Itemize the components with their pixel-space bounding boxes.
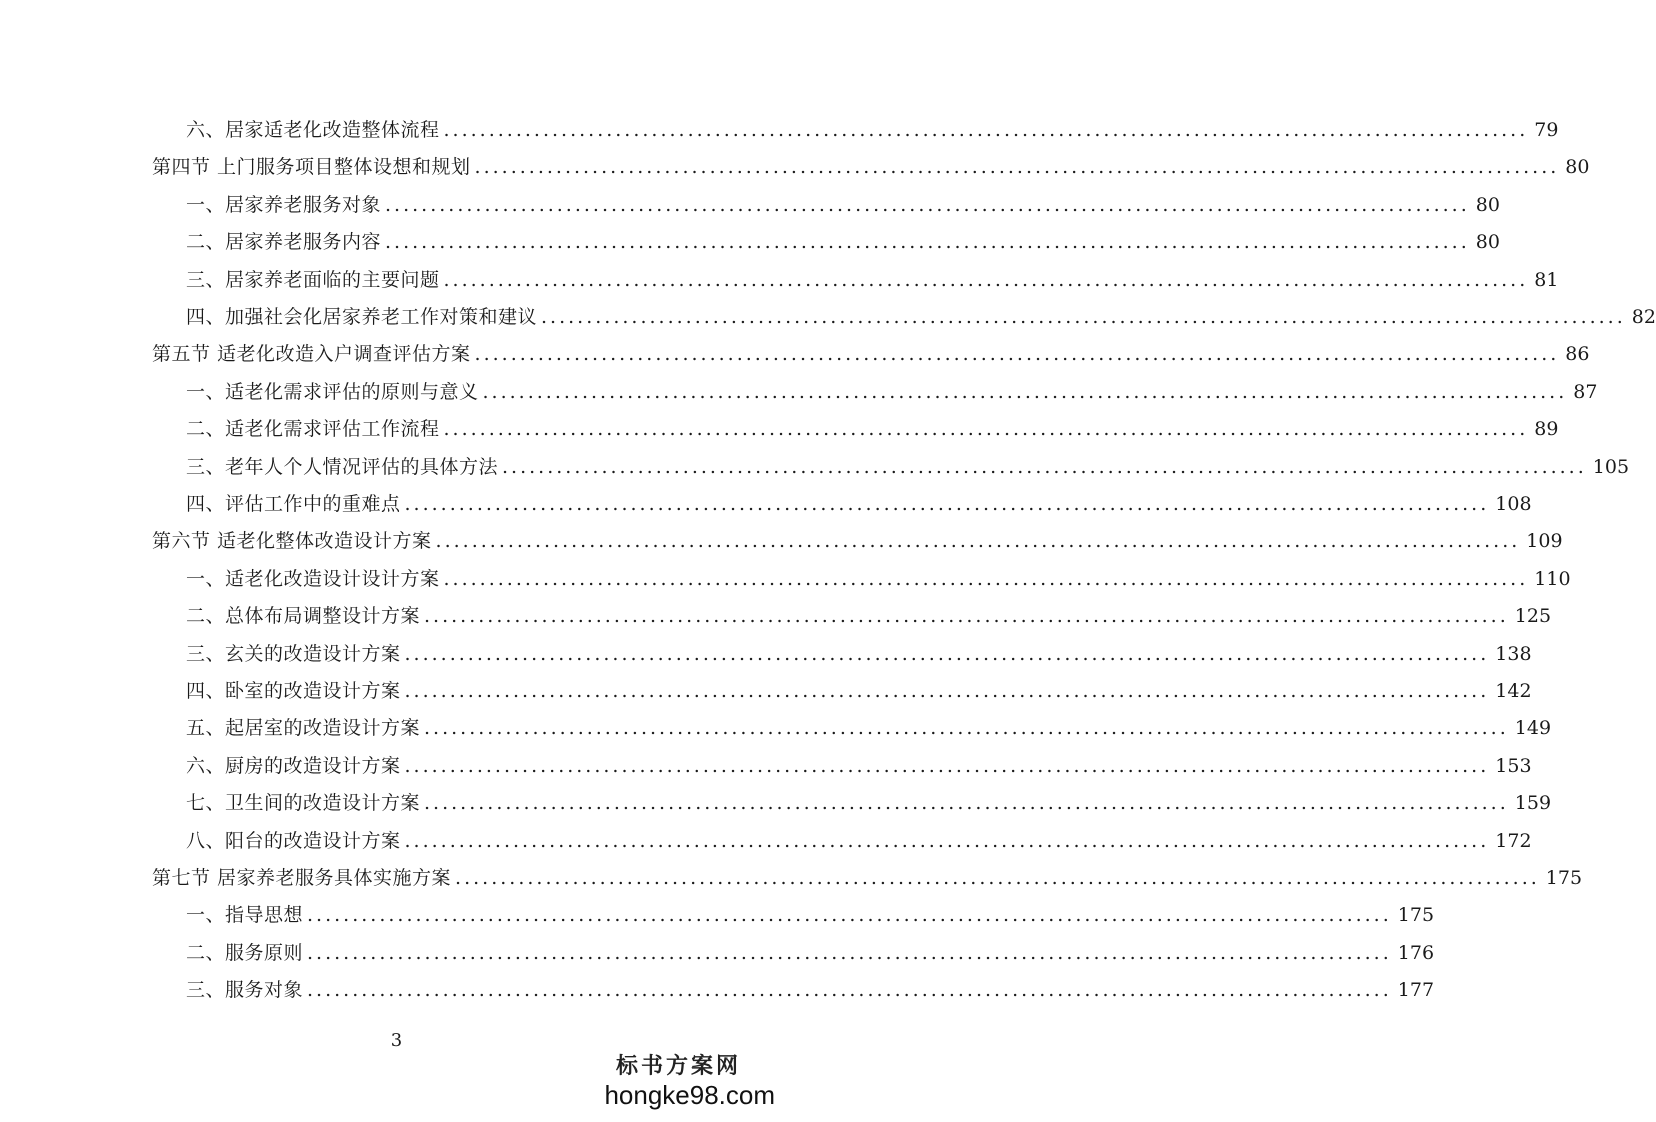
- watermark-url: hongke98.com: [604, 1080, 775, 1110]
- toc-entry[interactable]: [186, 598, 1552, 635]
- toc-dot-leader: ........................................................................................................................: [443, 567, 1529, 590]
- toc-entry-title: 一、适老化需求评估的原则与意义: [186, 380, 479, 403]
- toc-entry-page: 138: [1495, 642, 1532, 665]
- toc-entry-page: 175: [1545, 867, 1583, 889]
- toc-entry-page: 80: [1565, 156, 1590, 179]
- toc-entry[interactable]: [186, 374, 1598, 411]
- toc-entry[interactable]: [186, 710, 1552, 747]
- toc-entry[interactable]: [186, 673, 1532, 710]
- toc-entry-title: 三、老年人个人情况评估的具体方法: [186, 455, 499, 478]
- toc-entry-page: 80: [1475, 193, 1500, 216]
- toc-dot-leader: ........................................................................................................................: [455, 867, 1540, 889]
- toc-dot-leader: ........................................................................................................................: [307, 904, 1392, 927]
- toc-entry-title: 三、玄关的改造设计方案: [186, 642, 401, 665]
- toc-entry[interactable]: [186, 636, 1532, 673]
- toc-entry-title: 二、服务原则: [186, 941, 304, 964]
- toc-dot-leader: ........................................................................................................................: [443, 418, 1529, 441]
- toc-dot-leader: ........................................................................................................................: [404, 642, 1490, 665]
- toc-dot-leader: ........................................................................................................................: [385, 231, 1470, 254]
- toc-entry-page: 177: [1397, 979, 1435, 1002]
- toc-entry-title: 四、加强社会化居家养老工作对策和建议: [186, 306, 538, 328]
- toc-entry[interactable]: [186, 561, 1571, 598]
- toc-entry[interactable]: [186, 299, 1656, 336]
- toc-entry-page: 110: [1534, 567, 1571, 590]
- toc-dot-leader: ........................................................................................................................: [502, 455, 1587, 478]
- toc-entry-page: 176: [1397, 941, 1435, 964]
- toc-entry-page: 172: [1495, 829, 1532, 852]
- toc-entry-page: 153: [1495, 754, 1532, 777]
- toc-entry[interactable]: [186, 972, 1435, 1009]
- toc-dot-leader: ........................................................................................................................: [443, 268, 1529, 291]
- toc-entry-page: 86: [1565, 343, 1590, 366]
- page-number: 3: [390, 1030, 403, 1051]
- toc-entry-page: 81: [1534, 268, 1559, 291]
- toc-entry[interactable]: [152, 860, 1583, 897]
- toc-dot-leader: ........................................................................................................................: [385, 193, 1470, 216]
- toc-dot-leader: ........................................................................................................................: [541, 306, 1626, 328]
- toc-entry-title: 六、居家适老化改造整体流程: [186, 119, 440, 141]
- toc-entry[interactable]: [186, 411, 1559, 448]
- toc-entry-title: 一、居家养老服务对象: [186, 193, 382, 216]
- toc-entry-title: 三、服务对象: [186, 979, 304, 1002]
- toc-dot-leader: ........................................................................................................................: [404, 754, 1490, 777]
- toc-dot-leader: ........................................................................................................................: [474, 343, 1560, 366]
- toc-dot-leader: ........................................................................................................................: [307, 941, 1392, 964]
- toc-entry-page: 82: [1631, 306, 1656, 328]
- toc-entry-title: 一、指导思想: [186, 904, 304, 927]
- toc-entry-title: 四、评估工作中的重难点: [186, 493, 401, 515]
- toc-entry-page: 142: [1495, 680, 1532, 702]
- toc-entry[interactable]: [186, 187, 1500, 224]
- toc-dot-leader: ........................................................................................................................: [474, 156, 1560, 179]
- toc-entry-page: 80: [1475, 231, 1500, 254]
- toc-entry-page: 125: [1514, 605, 1552, 628]
- toc-entry[interactable]: [186, 449, 1630, 486]
- toc-dot-leader: ........................................................................................................................: [443, 119, 1529, 141]
- toc-entry[interactable]: [186, 823, 1532, 860]
- toc-entry-page: 87: [1573, 380, 1598, 403]
- watermark-logo: [604, 1049, 775, 1110]
- toc-entry-title: 第六节 适老化整体改造设计方案: [152, 530, 432, 553]
- toc-dot-leader: ........................................................................................................................: [482, 380, 1568, 403]
- toc-entry[interactable]: [186, 224, 1500, 261]
- toc-entry-page: 105: [1592, 455, 1630, 478]
- toc-entry-title: 六、厨房的改造设计方案: [186, 754, 401, 777]
- toc-entry[interactable]: [152, 149, 1590, 186]
- toc-entry-title: 四、卧室的改造设计方案: [186, 680, 401, 702]
- toc-entry[interactable]: [186, 935, 1435, 972]
- toc-entry-title: 二、总体布局调整设计方案: [186, 605, 421, 628]
- toc-entry-page: 149: [1514, 717, 1552, 740]
- toc-entry-title: 三、居家养老面临的主要问题: [186, 268, 440, 291]
- toc-entry-title: 七、卫生间的改造设计方案: [186, 792, 421, 815]
- toc-entry-page: 109: [1526, 530, 1563, 553]
- toc-entry-title: 八、阳台的改造设计方案: [186, 829, 401, 852]
- toc-dot-leader: ........................................................................................................................: [424, 792, 1509, 815]
- toc-entry[interactable]: [186, 897, 1435, 934]
- toc-dot-leader: ........................................................................................................................: [424, 717, 1509, 740]
- toc-dot-leader: ........................................................................................................................: [435, 530, 1521, 553]
- toc-dot-leader: ........................................................................................................................: [424, 605, 1509, 628]
- toc-entry-page: 175: [1397, 904, 1435, 927]
- toc-entry-page: 79: [1534, 119, 1559, 141]
- toc-entry[interactable]: [152, 336, 1590, 373]
- toc-dot-leader: ........................................................................................................................: [404, 680, 1490, 702]
- toc-entry[interactable]: [186, 486, 1532, 523]
- toc-entry-title: 第五节 适老化改造入户调查评估方案: [152, 343, 471, 366]
- toc-entry[interactable]: [186, 262, 1559, 299]
- toc-entry-title: 二、适老化需求评估工作流程: [186, 418, 440, 441]
- toc-dot-leader: ........................................................................................................................: [404, 493, 1490, 515]
- toc-entry-title: 第七节 居家养老服务具体实施方案: [152, 867, 452, 889]
- toc-dot-leader: ........................................................................................................................: [307, 979, 1392, 1002]
- toc-entry[interactable]: [152, 523, 1563, 560]
- toc-entry[interactable]: [186, 112, 1559, 149]
- toc-entry-title: 五、起居室的改造设计方案: [186, 717, 421, 740]
- toc-entry[interactable]: [186, 785, 1552, 822]
- toc-entry-page: 89: [1534, 418, 1559, 441]
- toc-entry-page: 159: [1514, 792, 1552, 815]
- toc-entry-title: 二、居家养老服务内容: [186, 231, 382, 254]
- toc-entry-page: 108: [1495, 493, 1532, 515]
- toc-dot-leader: ........................................................................................................................: [404, 829, 1490, 852]
- toc-entry-title: 第四节 上门服务项目整体设想和规划: [152, 156, 471, 179]
- watermark-brand: 标书方案网: [615, 1054, 741, 1079]
- toc-entry[interactable]: [186, 748, 1532, 785]
- toc-entry-title: 一、适老化改造设计设计方案: [186, 567, 440, 590]
